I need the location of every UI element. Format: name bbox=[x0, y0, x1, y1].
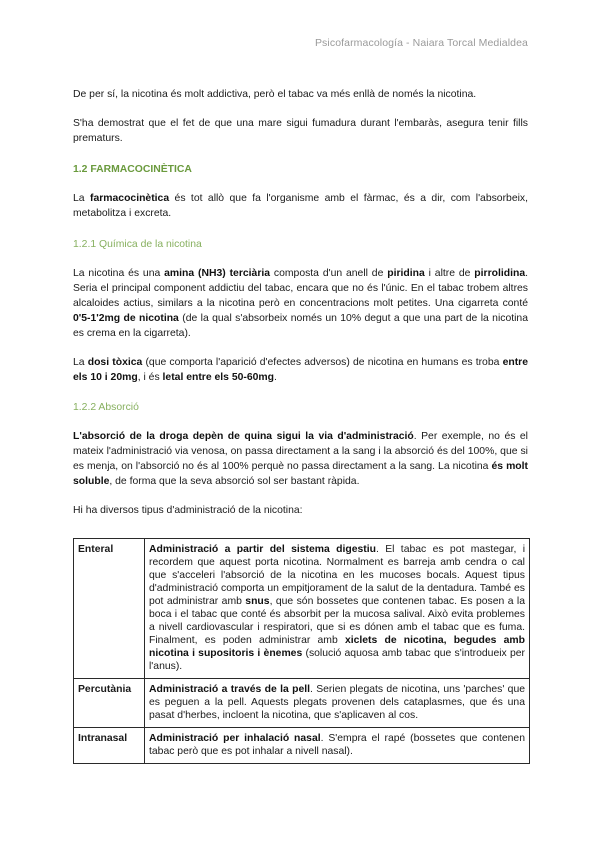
administration-table bbox=[73, 538, 530, 764]
row-description: Administració per inhalació nasal. S'empra el rapé (bossetes que contenen tabac però que es pot inhalar a nivell nasal). bbox=[145, 728, 530, 764]
absorption-paragraph: L'absorció de la droga depèn de quina sigui la via d'administració. Per exemple, no és el mateix l'administració via venosa, on passa directament a la sang i la absorció és del 100%, que si es menja, on l'absorció no és al 100% perquè no passa directament a la sang. La nicotina és molt soluble, de forma que la seva absorció sol ser bastant ràpida. bbox=[73, 431, 528, 487]
row-type-label: Enteral bbox=[74, 539, 145, 679]
row-description: Administració a partir del sistema digestiu. El tabac es pot mastegar, i recordem que aquest porta nicotina. Normalment es barreja amb cendra o cal que s'acceleri l'absorció de la nicotina en les mucoses bocals. Aquest tipus d'administració comporta un empitjorament de la salut de la dentadura. També es pot administrar amb snus, que són bossetes que contenen tabac. Es posen a la boca i el tabac que conté és absorbit per la mucosa salival. Això evita problemes a nivell cardiovascular i respiratori, que si es dónen amb el tabac que es fuma. Finalment, es poden administrar amb xiclets de nicotina, begudes amb nicotina i supositoris i ènemes (solució aquosa amb tabac que s'introdueix per l'anus). bbox=[145, 539, 530, 679]
administration-intro-paragraph: Hi ha diversos tipus d'administració de la nicotina: bbox=[73, 505, 303, 516]
intro-paragraph-2: S'ha demostrat que el fet de que una mare sigui fumadura durant l'embaràs, asegura tenir fills prematurs. bbox=[73, 118, 528, 144]
document-body bbox=[73, 87, 528, 764]
toxic-dose-paragraph: La dosi tòxica (que comporta l'aparició d'efectes adversos) de nicotina en humans es troba entre els 10 i 20mg, i és letal entre els 50-60mg. bbox=[73, 357, 528, 383]
intro-paragraph-1: De per sí, la nicotina és molt addictiva, però el tabac va més enllà de només la nicotina. bbox=[73, 89, 477, 100]
table-row bbox=[74, 679, 530, 728]
table-row bbox=[74, 728, 530, 764]
section-heading-1-2-1: 1.2.1 Química de la nicotina bbox=[73, 239, 202, 250]
nicotine-chemistry-paragraph: La nicotina és una amina (NH3) terciària composta d'un anell de piridina i altre de pirrolidina. Seria el principal component addictiu del tabac, encara que no és l'únic. En el tabac trobem altres alcaloides actius, similars a la nicotina però en concentracions molt petites. Una cigarreta conté 0'5-1'2mg de nicotina (de la qual s'absorbeix només un 10% degut a que una part de la nicotina es crema en la cigarreta). bbox=[73, 268, 528, 339]
row-description: Administració a través de la pell. Serien plegats de nicotina, uns 'parches' que es peguen a la pell. Aquests plegats provenen dels cataplasmes, que és una pasat d'herbes, incloent la nicotina, que s'aplicaven al cos. bbox=[145, 679, 530, 728]
section-heading-1-2-2: 1.2.2 Absorció bbox=[73, 402, 139, 413]
page-header: Psicofarmacología - Naiara Torcal Medialdea bbox=[314, 37, 528, 49]
pharmacokinetics-paragraph: La farmacocinètica és tot allò que fa l'organisme amb el fàrmac, és a dir, com l'absorbeix, metabolitza i excreta. bbox=[73, 193, 528, 219]
row-type-label: Intranasal bbox=[74, 728, 145, 764]
row-type-label: Percutània bbox=[74, 679, 145, 728]
table-row bbox=[74, 539, 530, 679]
section-heading-1-2: 1.2 FARMACOCINÈTICA bbox=[73, 164, 192, 175]
